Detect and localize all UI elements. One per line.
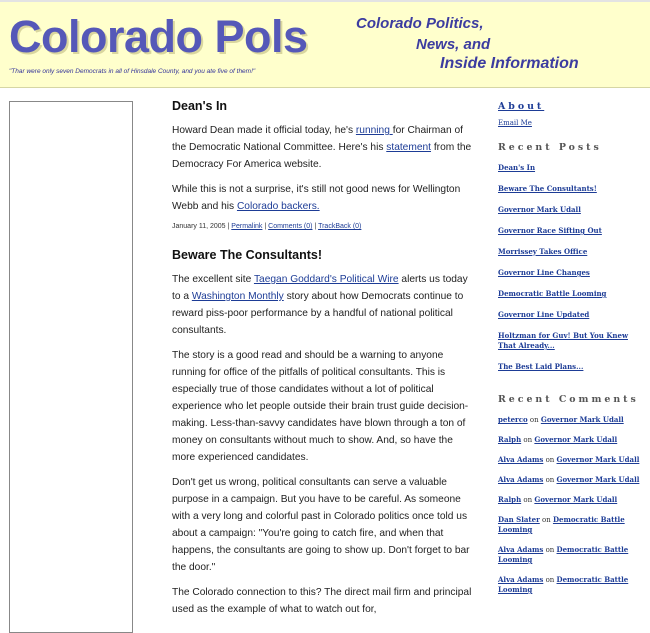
post-paragraph xyxy=(172,181,478,215)
recent-comment-item xyxy=(498,455,643,465)
post-paragraph xyxy=(172,122,478,173)
political-wire-link[interactable]: Taegan Goddard's Political Wire xyxy=(253,274,399,285)
recent-post-link[interactable]: Governor Line Updated xyxy=(498,310,590,319)
recent-comment-item xyxy=(498,575,643,595)
post-paragraph: The Colorado connection to this? The direct mail firm and principal used as the example of what to watch out for, xyxy=(172,587,472,615)
comment-post-link[interactable]: Governor Mark Udall xyxy=(556,475,640,484)
about-heading[interactable]: About xyxy=(498,101,545,112)
recent-post-link[interactable]: The Best Laid Plans... xyxy=(498,362,584,371)
email-me-link[interactable]: Email Me xyxy=(498,119,532,127)
comment-author-link[interactable]: Dan Slater xyxy=(498,515,540,524)
recent-comments-heading: Recent Comments xyxy=(498,394,639,405)
site-title[interactable]: Colorado Pols xyxy=(9,11,308,62)
site-header xyxy=(0,2,650,88)
comment-on-text: on xyxy=(521,496,535,504)
comment-post-link[interactable]: Democratic Battle Looming xyxy=(498,515,625,534)
comment-author-link[interactable]: Alva Adams xyxy=(498,545,544,554)
recent-post-link[interactable]: Morrissey Takes Office xyxy=(498,247,588,256)
comment-on-text: on xyxy=(521,436,535,444)
post-text: The excellent site xyxy=(172,274,254,285)
subtitle-line-1: Colorado Politics, xyxy=(356,15,484,32)
recent-post-link[interactable]: Holtzman for Guv! But You Knew That Already... xyxy=(498,331,628,350)
post-date: January 11, 2005 | xyxy=(172,223,232,230)
comment-author-link[interactable]: Ralph xyxy=(498,435,522,444)
recent-posts-section xyxy=(498,142,643,372)
post-text: story about how Democrats continue to reward piss-poor performance by a handful of national political consultants. xyxy=(172,291,464,336)
post-text: Howard Dean made it official today, he's xyxy=(172,125,356,136)
post-text: alerts us today to a xyxy=(172,274,468,302)
permalink-link[interactable]: Permalink xyxy=(231,223,263,230)
post-title: Beware The Consultants! xyxy=(172,248,323,262)
recent-post-link[interactable]: Governor Mark Udall xyxy=(498,205,581,214)
comment-on-text: on xyxy=(527,416,541,424)
recent-post-link[interactable]: Beware The Consultants! xyxy=(498,184,597,193)
separator: | xyxy=(312,223,319,230)
recent-comment-item xyxy=(498,495,643,505)
left-sidebar-box xyxy=(9,101,133,633)
comment-author-link[interactable]: peterco xyxy=(498,415,528,424)
comment-post-link[interactable]: Governor Mark Udall xyxy=(534,495,618,504)
comment-author-link[interactable]: Ralph xyxy=(498,495,522,504)
comment-on-text: on xyxy=(543,576,557,584)
post-text: While this is not a surprise, it's still not good news for Wellington Webb and his xyxy=(172,184,461,212)
comment-author-link[interactable]: Alva Adams xyxy=(498,475,544,484)
recent-post-link[interactable]: Governor Race Sifting Out xyxy=(498,226,602,235)
recent-posts-heading: Recent Posts xyxy=(498,142,602,153)
recent-posts-list xyxy=(498,163,643,372)
subtitle-line-3: Inside Information xyxy=(440,55,579,72)
comment-author-link[interactable]: Alva Adams xyxy=(498,455,544,464)
recent-post-link[interactable]: Governor Line Changes xyxy=(498,268,590,277)
comment-post-link[interactable]: Democratic Battle Looming xyxy=(498,575,629,594)
blog-post xyxy=(172,248,478,618)
about-section xyxy=(498,101,643,128)
post-text: from the Democracy For America website. xyxy=(172,142,472,170)
recent-comment-item xyxy=(498,435,643,445)
separator: | xyxy=(262,223,269,230)
comment-post-link[interactable]: Governor Mark Udall xyxy=(540,415,624,424)
statement-link[interactable]: statement xyxy=(386,142,432,153)
recent-post-link[interactable]: Democratic Battle Looming xyxy=(498,289,607,298)
recent-comment-item xyxy=(498,475,643,485)
recent-post-link[interactable]: Dean's In xyxy=(498,163,536,172)
comment-on-text: on xyxy=(543,456,557,464)
post-paragraph: The story is a good read and should be a warning to anyone running for office of the pitfalls of political consultants. This is especially true of those candidates without a lot of political experience who let people outside their brain trust guide decision-making. Less-than-savvy candidates have blown through a ton of money on consultants without much to show. And, so have the more experienced candidates. xyxy=(172,350,469,463)
recent-comments-section xyxy=(498,394,643,595)
comment-on-text: on xyxy=(543,476,557,484)
comment-author-link[interactable]: Alva Adams xyxy=(498,575,544,584)
post-paragraph xyxy=(172,271,478,339)
recent-comment-item xyxy=(498,415,643,425)
comment-post-link[interactable]: Governor Mark Udall xyxy=(556,455,640,464)
recent-comment-item xyxy=(498,545,643,565)
colorado-backers-link[interactable]: Colorado backers. xyxy=(236,201,320,212)
main-content xyxy=(172,99,478,626)
comment-on-text: on xyxy=(543,546,557,554)
trackback-link[interactable]: TrackBack (0) xyxy=(318,223,362,230)
post-meta xyxy=(172,223,478,230)
comment-post-link[interactable]: Governor Mark Udall xyxy=(534,435,618,444)
running-link[interactable]: running xyxy=(355,125,393,136)
post-title: Dean's In xyxy=(172,99,228,113)
blog-post xyxy=(172,99,478,230)
post-text: for Chairman of the Democratic National Committee. Here's his xyxy=(172,125,463,153)
comment-on-text: on xyxy=(539,516,553,524)
recent-comment-item xyxy=(498,515,643,535)
post-paragraph: Don't get us wrong, political consultants can serve a valuable purpose in a campaign. But you have to be careful. As someone with a very long and colorful past in Colorado politics once told us about a campaign: "You're going to catch fire, and when that happens, the consultants are going to show up. Don't forget to bar the door." xyxy=(172,477,470,573)
recent-comments-list xyxy=(498,415,643,595)
comments-link[interactable]: Comments (0) xyxy=(268,223,313,230)
site-tagline: "Thar were only seven Democrats in all of Hinsdale County, and you ate five of them!" xyxy=(9,68,256,75)
comment-post-link[interactable]: Democratic Battle Looming xyxy=(498,545,629,564)
right-sidebar xyxy=(498,101,643,605)
washington-monthly-link[interactable]: Washington Monthly xyxy=(191,291,284,302)
subtitle-line-2: News, and xyxy=(416,36,491,53)
